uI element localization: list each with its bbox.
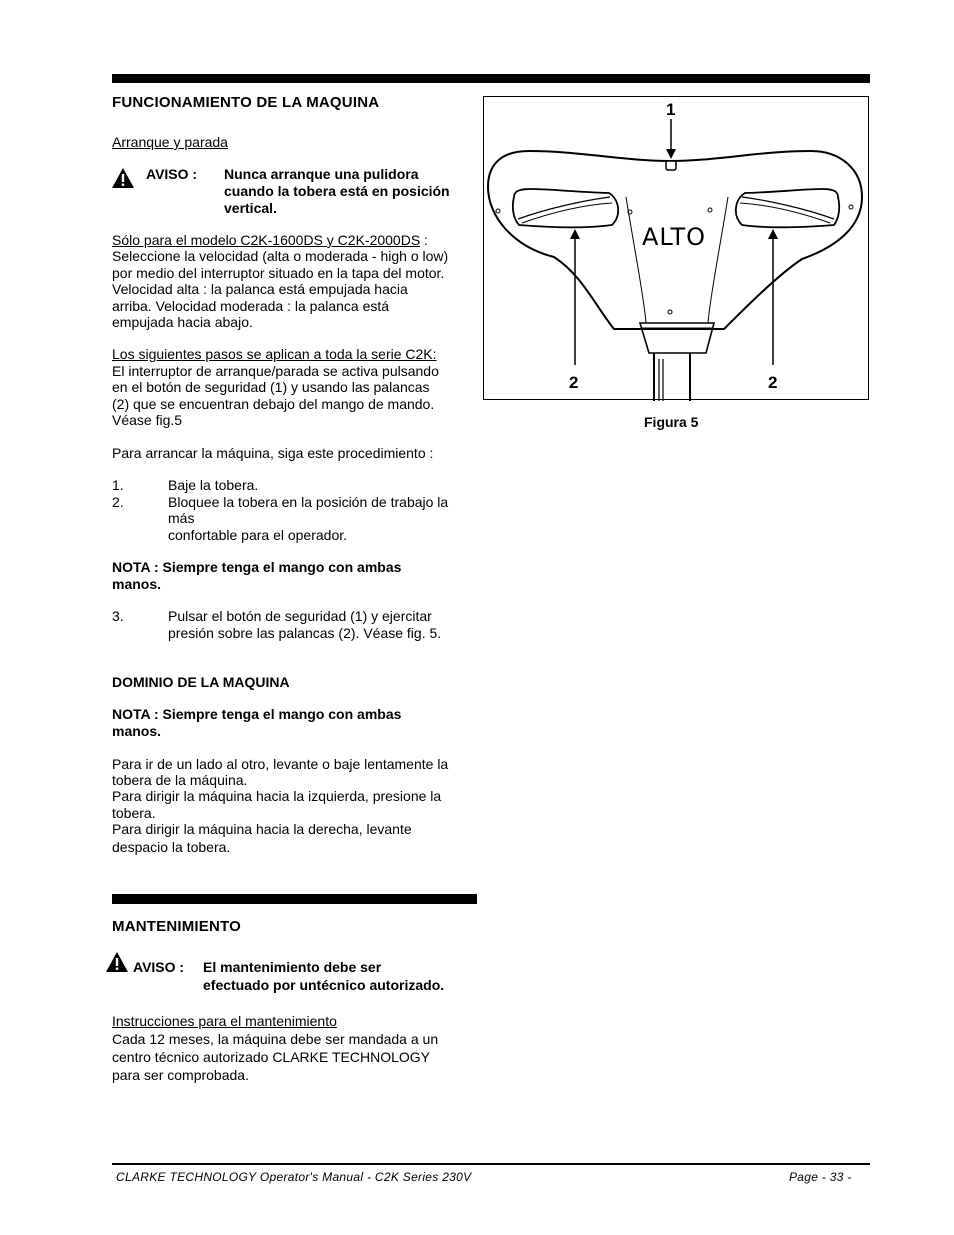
brand-logo: ALTO: [642, 223, 707, 251]
step-number: 1.: [112, 477, 124, 493]
model-note-line: Velocidad alta : la palanca está empujada hacia: [112, 281, 408, 297]
top-rule: [112, 74, 870, 83]
model-note-line: arriba. Velocidad moderada : la palanca está: [112, 298, 390, 314]
dominio-line: despacio la tobera.: [112, 839, 231, 855]
note-line: NOTA : Siempre tenga el mango con ambas: [112, 559, 402, 575]
step-text: presión sobre las palancas (2). Véase fig. 5.: [168, 625, 442, 641]
warning-line: vertical.: [224, 200, 277, 216]
callout-label-lever-left: 2: [569, 373, 579, 392]
procedure-intro: Para arrancar la máquina, siga este procedimiento :: [112, 445, 434, 461]
figure-caption: Figura 5: [644, 414, 699, 430]
callout-label-safety-button: 1: [666, 100, 676, 119]
series-note-line: El interruptor de arranque/parada se activa pulsando: [112, 363, 439, 379]
model-note-line: por medio del interruptor situado en la tapa del motor.: [112, 265, 445, 281]
section-title-mantenimiento: MANTENIMIENTO: [112, 918, 241, 935]
warning-line: efectuado por untécnico autorizado.: [203, 977, 445, 993]
model-note-line: Seleccione la velocidad (alta o moderada - high o low): [112, 248, 449, 264]
step-text: confortable para el operador.: [168, 527, 348, 543]
warning-line: El mantenimiento debe ser: [203, 959, 382, 975]
section-title-funcionamiento: FUNCIONAMIENTO DE LA MAQUINA: [112, 94, 380, 111]
series-note-line: Véase fig.5: [112, 412, 183, 428]
warning-label: AVISO :: [146, 166, 198, 182]
model-note-line: empujada hacia abajo.: [112, 314, 253, 330]
section-title-dominio: DOMINIO DE LA MAQUINA: [112, 674, 290, 690]
step-number: 3.: [112, 608, 124, 624]
dominio-line: Para dirigir la máquina hacia la izquierda, presione la: [112, 788, 442, 804]
note-line: manos.: [112, 576, 162, 592]
subtitle-instrucciones: Instrucciones para el mantenimiento: [112, 1013, 337, 1029]
note-line: NOTA : Siempre tenga el mango con ambas: [112, 706, 402, 722]
warning-icon: [105, 951, 129, 973]
dominio-line: Para dirigir la máquina hacia la derecha, levante: [112, 821, 412, 837]
step-text: Bloquee la tobera en la posición de trabajo la: [168, 494, 449, 510]
warning-line: Nunca arranque una pulidora: [224, 166, 419, 182]
maint-line: Cada 12 meses, la máquina debe ser mandada a un: [112, 1031, 439, 1047]
maint-line: centro técnico autorizado CLARKE TECHNOLOGY: [112, 1049, 430, 1065]
model-note-heading: [112, 232, 428, 249]
dominio-line: tobera de la máquina.: [112, 772, 248, 788]
dominio-line: Para ir de un lado al otro, levante o baje lentamente la: [112, 756, 449, 772]
maint-line: para ser comprobada.: [112, 1067, 249, 1083]
dominio-line: tobera.: [112, 805, 156, 821]
section-rule: [112, 894, 477, 904]
warning-line: cuando la tobera está en posición: [224, 183, 450, 199]
step-text: Baje la tobera.: [168, 477, 259, 493]
footer-manual-title: CLARKE TECHNOLOGY Operator's Manual - C2K Series 230V: [116, 1170, 472, 1184]
note-line: manos.: [112, 723, 162, 739]
warning-label: AVISO :: [133, 959, 185, 975]
callout-label-lever-right: 2: [768, 373, 778, 392]
footer-page-number: Page - 33 -: [789, 1170, 852, 1184]
figure-frame: [483, 96, 869, 400]
step-text: Pulsar el botón de seguridad (1) y ejercitar: [168, 608, 432, 624]
warning-icon: [111, 167, 135, 189]
footer-rule: [112, 1163, 870, 1165]
model-note-colon: :: [420, 232, 428, 248]
series-note-line: en el botón de seguridad (1) y usando las palancas: [112, 379, 430, 395]
series-note-line: (2) que se encuentran debajo del mango de mando.: [112, 396, 435, 412]
subtitle-arranque: Arranque y parada: [112, 134, 228, 150]
series-note-heading: Los siguientes pasos se aplican a toda la serie C2K:: [112, 346, 437, 362]
step-number: 2.: [112, 494, 124, 510]
step-text: más: [168, 510, 195, 526]
model-note-underlined: Sólo para el modelo C2K-1600DS y C2K-2000DS: [112, 232, 421, 248]
